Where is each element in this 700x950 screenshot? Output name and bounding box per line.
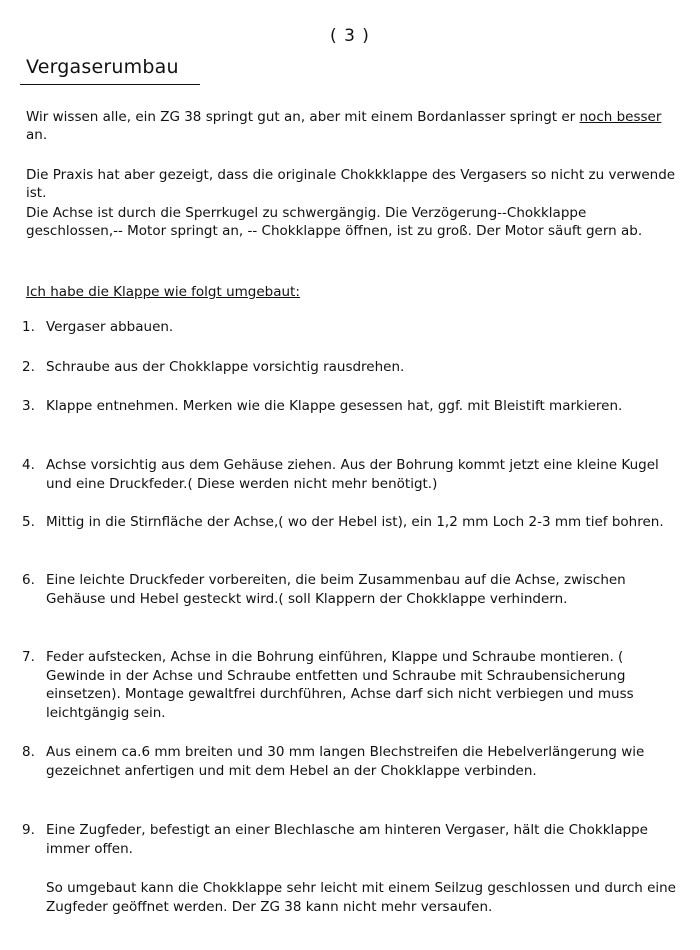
list-item-text: Eine Zugfeder, befestigt an einer Blechlasche am hinteren Vergaser, hält die Chokklappe immer offen.: [46, 822, 648, 857]
list-item-text: Mittig in die Stirnfläche der Achse,( wo der Hebel ist), ein 1,2 mm Loch 2-3 mm tief bohren.: [46, 514, 664, 530]
intro-text-end: an.: [26, 127, 48, 143]
intro-underlined-text: noch besser: [579, 109, 662, 125]
intro-paragraph: [26, 108, 676, 144]
list-item: [22, 358, 677, 377]
achse-paragraph: Die Achse ist durch die Sperrkugel zu schwergängig. Die Verzögerung--Chokklappe geschlossen,-- Motor springt an, -- Chokklappe öffnen, ist zu groß. Der Motor säuft gern ab.: [26, 205, 643, 239]
list-item: [22, 397, 677, 416]
list-item: [22, 821, 677, 858]
list-item-text: Aus einem ca.6 mm breiten und 30 mm langen Blechstreifen die Hebelverlängerung wie gezeichnet anfertigen und mit dem Hebel an der Chokklappe verbinden.: [46, 744, 645, 779]
list-item-number: 2.: [22, 359, 35, 375]
list-item-text: Schraube aus der Chokklappe vorsichtig rausdrehen.: [46, 359, 405, 375]
list-item: [22, 318, 677, 337]
list-item: [22, 456, 677, 493]
list-item-number: 6.: [22, 572, 35, 588]
list-item-text: Vergaser abbauen.: [46, 319, 174, 335]
title-underline: [20, 56, 200, 85]
list-item-number: 4.: [22, 457, 35, 473]
list-heading: Ich habe die Klappe wie folgt umgebaut:: [26, 284, 300, 300]
list-item-number: 7.: [22, 649, 35, 665]
praxis-paragraph: Die Praxis hat aber gezeigt, dass die originale Chokkklappe des Vergasers so nicht zu verwende ist.: [26, 167, 676, 201]
closing-paragraph: [22, 879, 677, 916]
list-item-text: Feder aufstecken, Achse in die Bohrung einführen, Klappe und Schraube montieren. ( Gewinde in der Achse und Schraube entfetten und Schraube mit Schraubensicherung einsetzen). Montage gewaltfrei durchführen, Achse darf sich nicht verbiegen und muss leichtgängig sein.: [46, 649, 634, 721]
list-item-number: 8.: [22, 744, 35, 760]
list-item-number: 9.: [22, 822, 35, 838]
list-item-text: Klappe entnehmen. Merken wie die Klappe gesessen hat, ggf. mit Bleistift markieren.: [46, 398, 623, 414]
list-item: [22, 571, 677, 608]
list-item: [22, 743, 677, 780]
list-item-number: 1.: [22, 319, 35, 335]
list-item: [22, 513, 677, 532]
closing-text: So umgebaut kann die Chokklappe sehr leicht mit einem Seilzug geschlossen und durch eine Zugfeder geöffnet werden. Der ZG 38 kann nicht mehr versaufen.: [46, 880, 676, 915]
list-item-number: 5.: [22, 514, 35, 530]
list-item: [22, 648, 677, 722]
list-item-text: Achse vorsichtig aus dem Gehäuse ziehen. Aus der Bohrung kommt jetzt eine kleine Kugel und eine Druckfeder.( Diese werden nicht mehr benötigt.): [46, 457, 659, 492]
list-item-text: Eine leichte Druckfeder vorbereiten, die beim Zusammenbau auf die Achse, zwischen Gehäuse und Hebel gesteckt wird.( soll Klappern der Chokklappe verhindern.: [46, 572, 626, 607]
list-item-number: 3.: [22, 398, 35, 414]
page-title: Vergaserumbau: [26, 56, 179, 78]
intro-text-start: Wir wissen alle, ein ZG 38 springt gut an, aber mit einem Bordanlasser springt er: [26, 109, 580, 125]
page-number: ( 3 ): [330, 26, 370, 46]
